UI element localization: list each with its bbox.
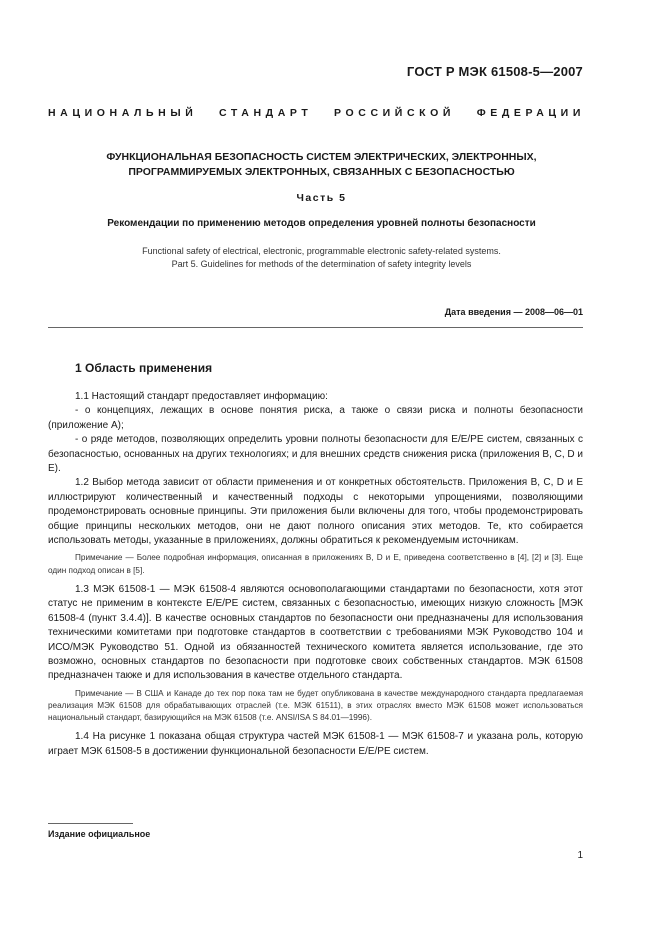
page-number: 1 bbox=[577, 850, 583, 861]
banner-word: НАЦИОНАЛЬНЫЙ bbox=[48, 107, 198, 119]
header-divider bbox=[48, 327, 583, 328]
section-body bbox=[48, 390, 583, 759]
introduction-date: Дата введения — 2008—06—01 bbox=[444, 307, 583, 317]
document-title bbox=[60, 150, 583, 180]
edition-label: Издание официальное bbox=[48, 829, 151, 839]
section-title: 1 Область применения bbox=[75, 361, 213, 375]
english-title-line: Functional safety of electrical, electronic, programmable electronic safety-related systems. bbox=[142, 246, 501, 256]
part-number: Часть 5 bbox=[296, 192, 347, 204]
title-line: ПРОГРАММИРУЕМЫХ ЭЛЕКТРОННЫХ, СВЯЗАННЫХ С БЕЗОПАСНОСТЬЮ bbox=[128, 166, 515, 178]
footer-divider bbox=[48, 823, 133, 824]
document-code: ГОСТ Р МЭК 61508-5—2007 bbox=[406, 64, 583, 79]
national-standard-banner bbox=[48, 107, 585, 119]
banner-word: ФЕДЕРАЦИИ bbox=[476, 107, 585, 119]
paragraph: - о концепциях, лежащих в основе понятия риска, а также о связи риска и полноты безопасности (приложение А); bbox=[48, 405, 583, 431]
english-title-line: Part 5. Guidelines for methods of the determination of safety integrity levels bbox=[171, 259, 472, 269]
title-line: ФУНКЦИОНАЛЬНАЯ БЕЗОПАСНОСТЬ СИСТЕМ ЭЛЕКТРИЧЕСКИХ, ЭЛЕКТРОННЫХ, bbox=[106, 151, 537, 163]
banner-word: РОССИЙСКОЙ bbox=[334, 107, 456, 119]
banner-word: СТАНДАРТ bbox=[219, 107, 313, 119]
note: Примечание — Более подробная информация, описанная в приложениях В, D и Е, приведена соответственно в [4], [2] и [3]. Еще один подход описан в [5]. bbox=[48, 553, 583, 575]
paragraph: 1.1 Настоящий стандарт предоставляет информацию: bbox=[75, 391, 328, 402]
english-title bbox=[60, 245, 583, 271]
document-subtitle: Рекомендации по применению методов определения уровней полноты безопасности bbox=[107, 218, 536, 229]
paragraph: 1.3 МЭК 61508-1 — МЭК 61508-4 являются основополагающими стандартами по безопасности, хотя этот статус не применим в контексте E/E/PE систем, связанных с безопасностью, имеющих низкую сложность [МЭК 61508-4 (пункт 3.4.4)]. В качестве основных стандартов по безопасности они предназначены для использования техническими комитетами при подготовке стандартов в соответствии с требованиями МЭК Руководство 104 и ИСО/МЭК Руководство 51. Одной из обязанностей технического комитета является использование, где это возможно, основных стандартов по безопасности при подготовке своих собственных стандартов. МЭК 61508 предназначен также и для использования в качестве отдельного стандарта. bbox=[48, 583, 583, 682]
paragraph: 1.2 Выбор метода зависит от области применения и от конкретных обстоятельств. Приложения В, С, D и Е иллюстрируют количественный и качественный подходы с некоторыми упрощениями, позволяющими продемонстрировать основные принципы. Эти приложения были включены для того, чтобы продемонстрировать общие принципы нескольких методов, они не дают полного описания этих методов. Те, кто собирается использовать методы, указанные в приложениях, должны обратиться к рекомендуемым источникам. bbox=[48, 477, 583, 547]
paragraph: 1.4 На рисунке 1 показана общая структура частей МЭК 61508-1 — МЭК 61508-7 и указана роль, которую играет МЭК 61508-5 в достижении функциональной безопасности E/E/PE систем. bbox=[48, 731, 583, 757]
note: Примечание — В США и Канаде до тех пор пока там не будет опубликована в качестве международного стандарта предлагаемая реализация МЭК 61508 для обрабатывающих отраслей (т.е. МЭК 61511), в этих отраслях вместо МЭК 61508 может использоваться национальный стандарт, базирующийся на МЭК 61508 (т.е. ANSI/ISA S 84.01—1996). bbox=[48, 688, 583, 723]
paragraph: - о ряде методов, позволяющих определить уровни полноты безопасности для E/E/PE систем, связанных с безопасностью, основанных на других технологиях; и для внешних средств снижения риска (приложения В, С, D и Е). bbox=[48, 434, 583, 475]
